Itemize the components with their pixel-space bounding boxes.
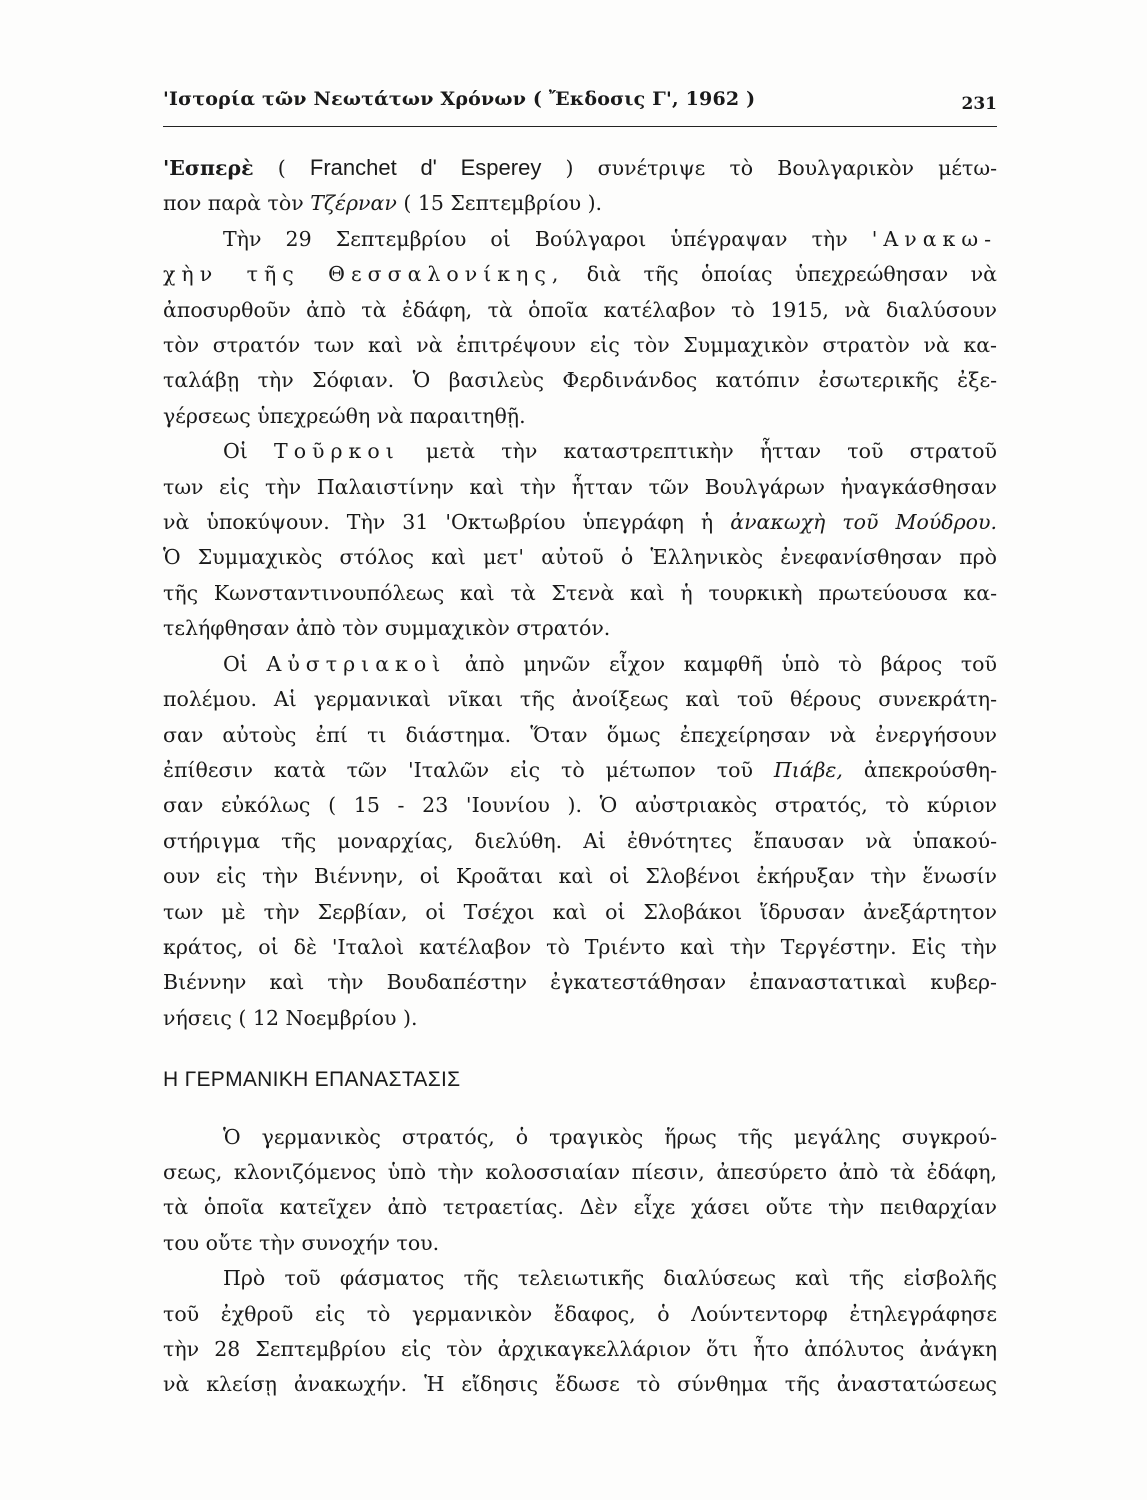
text-span: Τὴν 29 Σεπτεμβρίου οἱ Βούλγαροι ὑπέγραψαν τὴν — [223, 226, 872, 251]
text-line — [163, 257, 997, 292]
running-header — [163, 88, 997, 122]
header-title: 'Ιστορία τῶν Νεωτάτων Χρόνων ( Ἔκδοσις Γ', 1962 ) — [163, 88, 756, 110]
paragraph-turks — [163, 434, 997, 646]
text-span: πον παρὰ τὸν — [163, 191, 311, 216]
spaced-term: 'Ανακω- — [871, 226, 997, 251]
text-line: Βιέννην καὶ τὴν Βουδαπέστην ἐγκατεστάθησαν ἐπαναστατικαὶ κυβερ- — [163, 970, 997, 995]
text-line: κράτος, οἱ δὲ 'Ιταλοὶ κατέλαβον τὸ Τριέντο καὶ τὴν Τεργέστην. Εἰς τὴν — [163, 934, 997, 959]
text-line: ταλάβῃ τὴν Σόφιαν. Ὁ βασιλεὺς Φερδινάνδος κατόπιν ἐσωτερικῆς ἐξε- — [163, 368, 997, 393]
text-line: τοῦ ἐχθροῦ εἰς τὸ γερμανικὸν ἔδαφος, ὁ Λούντεντορφ ἐτηλεγράφησε — [163, 1301, 997, 1326]
italic-term: ἀνακωχὴ τοῦ Μούδρου. — [730, 510, 997, 535]
text-span: μετὰ τὴν καταστρεπτικὴν ἧτταν τοῦ στρατοῦ — [399, 439, 997, 464]
text-span: Οἱ — [223, 651, 267, 676]
text-span: νὰ ὑποκύψουν. Τὴν 31 'Οκτωβρίου ὑπεγράφη ἡ — [163, 510, 731, 535]
text-line — [163, 647, 997, 682]
text-line: Ὁ γερμανικὸς στρατός, ὁ τραγικὸς ἥρως τῆς μεγάλης συγκρού- — [223, 1124, 997, 1149]
text-span: ἀπὸ μηνῶν εἶχον καμφθῆ ὑπὸ τὸ βάρος τοῦ — [446, 651, 997, 676]
text-line: πολέμου. Αἱ γερμανικαὶ νῖκαι τῆς ἀνοίξεως καὶ τοῦ θέρους συνεκράτη- — [163, 687, 997, 712]
text-span: ( — [253, 156, 310, 180]
text-line: τελήφθησαν ἀπὸ τὸν συμμαχικὸν στρατόν. — [163, 616, 611, 641]
spaced-term: χὴν τῆς Θεσσαλονίκης, — [163, 262, 565, 287]
text-line: Ὁ Συμμαχικὸς στόλος καὶ μετ' αὐτοῦ ὁ Ἑλληνικὸς ἐνεφανίσθησαν πρὸ — [163, 545, 997, 570]
text-span: ἀπεκρούσθη- — [842, 757, 997, 782]
paragraph-austrians — [163, 647, 997, 1036]
text-line: Πρὸ τοῦ φάσματος τῆς τελειωτικῆς διαλύσεως καὶ τῆς εἰσβολῆς — [223, 1266, 997, 1291]
text-line — [163, 505, 997, 540]
text-line — [163, 222, 997, 257]
text-line: των εἰς τὴν Παλαιστίνην καὶ τὴν ἧτταν τῶν Βουλγάρων ἠναγκάσθησαν — [163, 474, 997, 499]
paragraph-german-army — [163, 1120, 997, 1262]
text-span: ἐπίθεσιν κατὰ τῶν 'Ιταλῶν εἰς τὸ μέτωπον τοῦ — [163, 757, 774, 782]
text-line: του οὔτε τὴν συνοχήν του. — [163, 1230, 440, 1255]
place-name: Τζέρναν — [310, 191, 397, 216]
text-line — [163, 753, 997, 788]
text-line: γέρσεως ὑπεχρεώθη νὰ παραιτηθῇ. — [163, 403, 526, 428]
latin-name: Franchet d' Esperey — [309, 155, 542, 180]
text-line: νήσεις ( 12 Νοεμβρίου ). — [163, 1005, 418, 1030]
text-line: τὰ ὁποῖα κατεῖχεν ἀπὸ τετραετίας. Δὲν εἶχε χάσει οὔτε τὴν πειθαρχίαν — [163, 1195, 997, 1220]
text-line: σαν αὐτοὺς ἐπί τι διάστημα. Ὅταν ὅμως ἐπεχείρησαν νὰ ἐνεργήσουν — [163, 722, 997, 747]
text-line: ουν εἰς τὴν Βιέννην, οἱ Κροᾶται καὶ οἱ Σλοβένοι ἐκήρυξαν τὴν ἕνωσίν — [163, 864, 997, 889]
page-number: 231 — [961, 94, 997, 114]
text-line: σαν εὐκόλως ( 15 - 23 'Ιουνίου ). Ὁ αὐστριακὸς στρατός, τὸ κύριον — [163, 793, 997, 818]
text-span: ( 15 Σεπτεμβρίου ). — [396, 191, 603, 216]
place-name: Πιάβε, — [773, 757, 843, 782]
text-line: νὰ κλείσῃ ἀνακωχήν. Ἡ εἴδησις ἔδωσε τὸ σύνθημα τῆς ἀναστατώσεως — [163, 1372, 997, 1397]
paragraph-esperey — [163, 150, 997, 434]
text-line: τῆς Κωνσταντινουπόλεως καὶ τὰ Στενὰ καὶ ἡ τουρκικὴ πρωτεύουσα κα- — [163, 580, 997, 605]
spaced-term: Αὐστριακοὶ — [266, 651, 447, 676]
text-span: διὰ τῆς ὁποίας ὑπεχρεώθησαν νὰ — [564, 262, 997, 287]
text-line: στήριγμα τῆς μοναρχίας, διελύθη. Αἱ ἐθνότητες ἔπαυσαν νὰ ὑπακού- — [163, 828, 997, 853]
section-heading: Η ΓΕΡΜΑΝΙΚΗ ΕΠΑΝΑΣΤΑΣΙΣ — [163, 1068, 461, 1092]
text-line: των μὲ τὴν Σερβίαν, οἱ Τσέχοι καὶ οἱ Σλοβάκοι ἵδρυσαν ἀνεξάρτητον — [163, 899, 997, 924]
page-body — [163, 150, 997, 1403]
text-line: τὴν 28 Σεπτεμβρίου εἰς τὸν ἀρχικαγκελλάριον ὅτι ἦτο ἀπόλυτος ἀνάγκη — [163, 1337, 997, 1361]
text-line — [163, 186, 997, 221]
text-line — [163, 150, 997, 186]
text-span: Οἱ — [223, 439, 275, 464]
text-span: ) συνέτριψε τὸ Βουλγαρικὸν μέτω- — [541, 156, 997, 180]
text-line: σεως, κλονιζόμενος ὑπὸ τὴν κολοσσιαίαν πίεσιν, ἀπεσύρετο ἀπὸ τὰ ἐδάφη, — [163, 1159, 997, 1184]
paragraph-ludendorff — [163, 1261, 997, 1403]
text-line: τὸν στρατόν των καὶ νὰ ἐπιτρέψουν εἰς τὸν Συμμαχικὸν στρατὸν νὰ κα- — [163, 333, 997, 358]
header-rule — [163, 126, 997, 127]
name-esperey: 'Εσπερὲ — [163, 156, 254, 180]
text-line — [163, 434, 997, 469]
text-line: ἀποσυρθοῦν ἀπὸ τὰ ἐδάφη, τὰ ὁποῖα κατέλαβον τὸ 1915, νὰ διαλύσουν — [163, 297, 997, 322]
spaced-term: Τοῦρκοι — [274, 439, 400, 464]
